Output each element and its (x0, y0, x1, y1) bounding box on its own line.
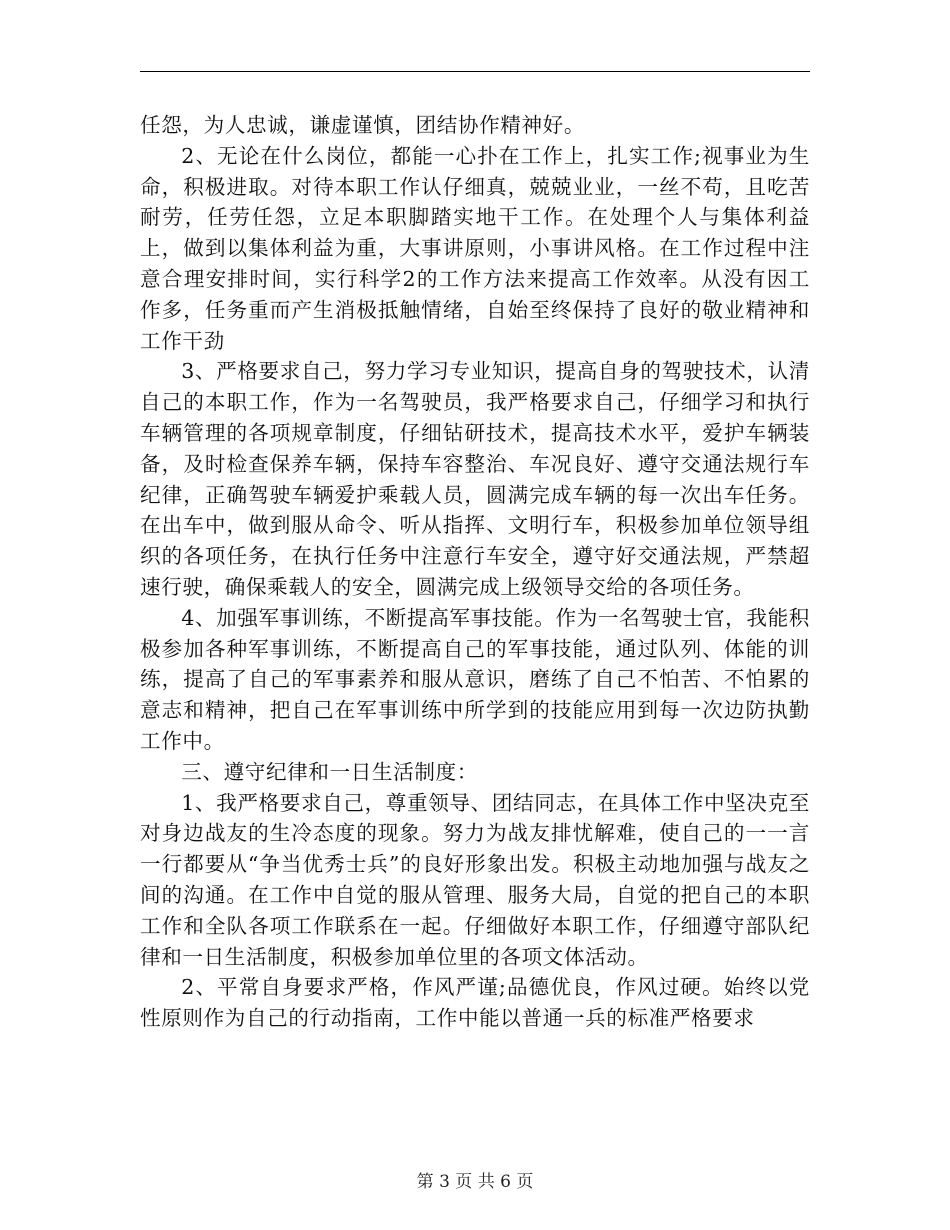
page-footer: 第 3 页 共 6 页 (416, 1172, 534, 1192)
paragraph-item-3: 3、严格要求自己，努力学习专业知识，提高自身的驾驶技术，认清自己的本职工作，作为一名驾驶员，我严格要求自己，仔细学习和执行车辆管理的各项规章制度，仔细钻研技术，提高技术水平，爱护车辆装备，及时检查保养车辆，保持车容整治、车况良好、遵守交通法规行车纪律，正确驾驶车辆爱护乘载人员，圆满完成车辆的每一次出车任务。在出车中，做到服从命令、听从指挥、文明行车，积极参加单位领导组织的各项任务，在执行任务中注意行车安全，遵守好交通法规，严禁超速行驶，确保乘载人的安全，圆满完成上级领导交给的各项任务。 (140, 359, 810, 599)
document-body (140, 110, 810, 1034)
paragraph-continuation: 任怨，为人忠诚，谦虚谨慎，团结协作精神好。 (140, 113, 586, 137)
header-rule (140, 71, 810, 72)
paragraph-item-2: 2、无论在什么岗位，都能一心扑在工作上，扎实工作;视事业为生命，积极进取。对待本职工作认仔细真，兢兢业业，一丝不苟，且吃苦耐劳，任劳任怨，立足本职脚踏实地干工作。在处理个人与集体利益上，做到以集体利益为重，大事讲原则，小事讲风格。在工作过程中注意合理安排时间，实行科学2的工作方法来提高工作效率。从没有因工作多，任务重而产生消极抵触情绪，自始至终保持了良好的敬业精神和工作干劲 (140, 143, 810, 353)
paragraph-section3-item-1: 1、我严格要求自己，尊重领导、团结同志，在具体工作中坚决克至对身边战友的生冷态度的现象。努力为战友排忧解难，使自己的一一言一行都要从“争当优秀士兵”的良好形象出发。积极主动地加强与战友之间的沟通。在工作中自觉的服从管理、服务大局，自觉的把自己的本职工作和全队各项工作联系在一起。仔细做好本职工作，仔细遵守部队纪律和一日生活制度，积极参加单位里的各项文体活动。 (140, 790, 810, 969)
paragraph-section3-item-2: 2、平常自身要求严格，作风严谨;品德优良，作风过硬。始终以党性原则作为自己的行动指南，工作中能以普通一兵的标准严格要求 (140, 975, 810, 1031)
paragraph-item-4: 4、加强军事训练，不断提高军事技能。作为一名驾驶士官，我能积极参加各种军事训练，不断提高自己的军事技能，通过队列、体能的训练，提高了自己的军事素养和服从意识，磨练了自己不怕苦、不怕累的意志和精神，把自己在军事训练中所学到的技能应用到每一次边防执勤工作中。 (140, 605, 810, 753)
section-heading-3: 三、遵守纪律和一日生活制度： (181, 759, 478, 784)
